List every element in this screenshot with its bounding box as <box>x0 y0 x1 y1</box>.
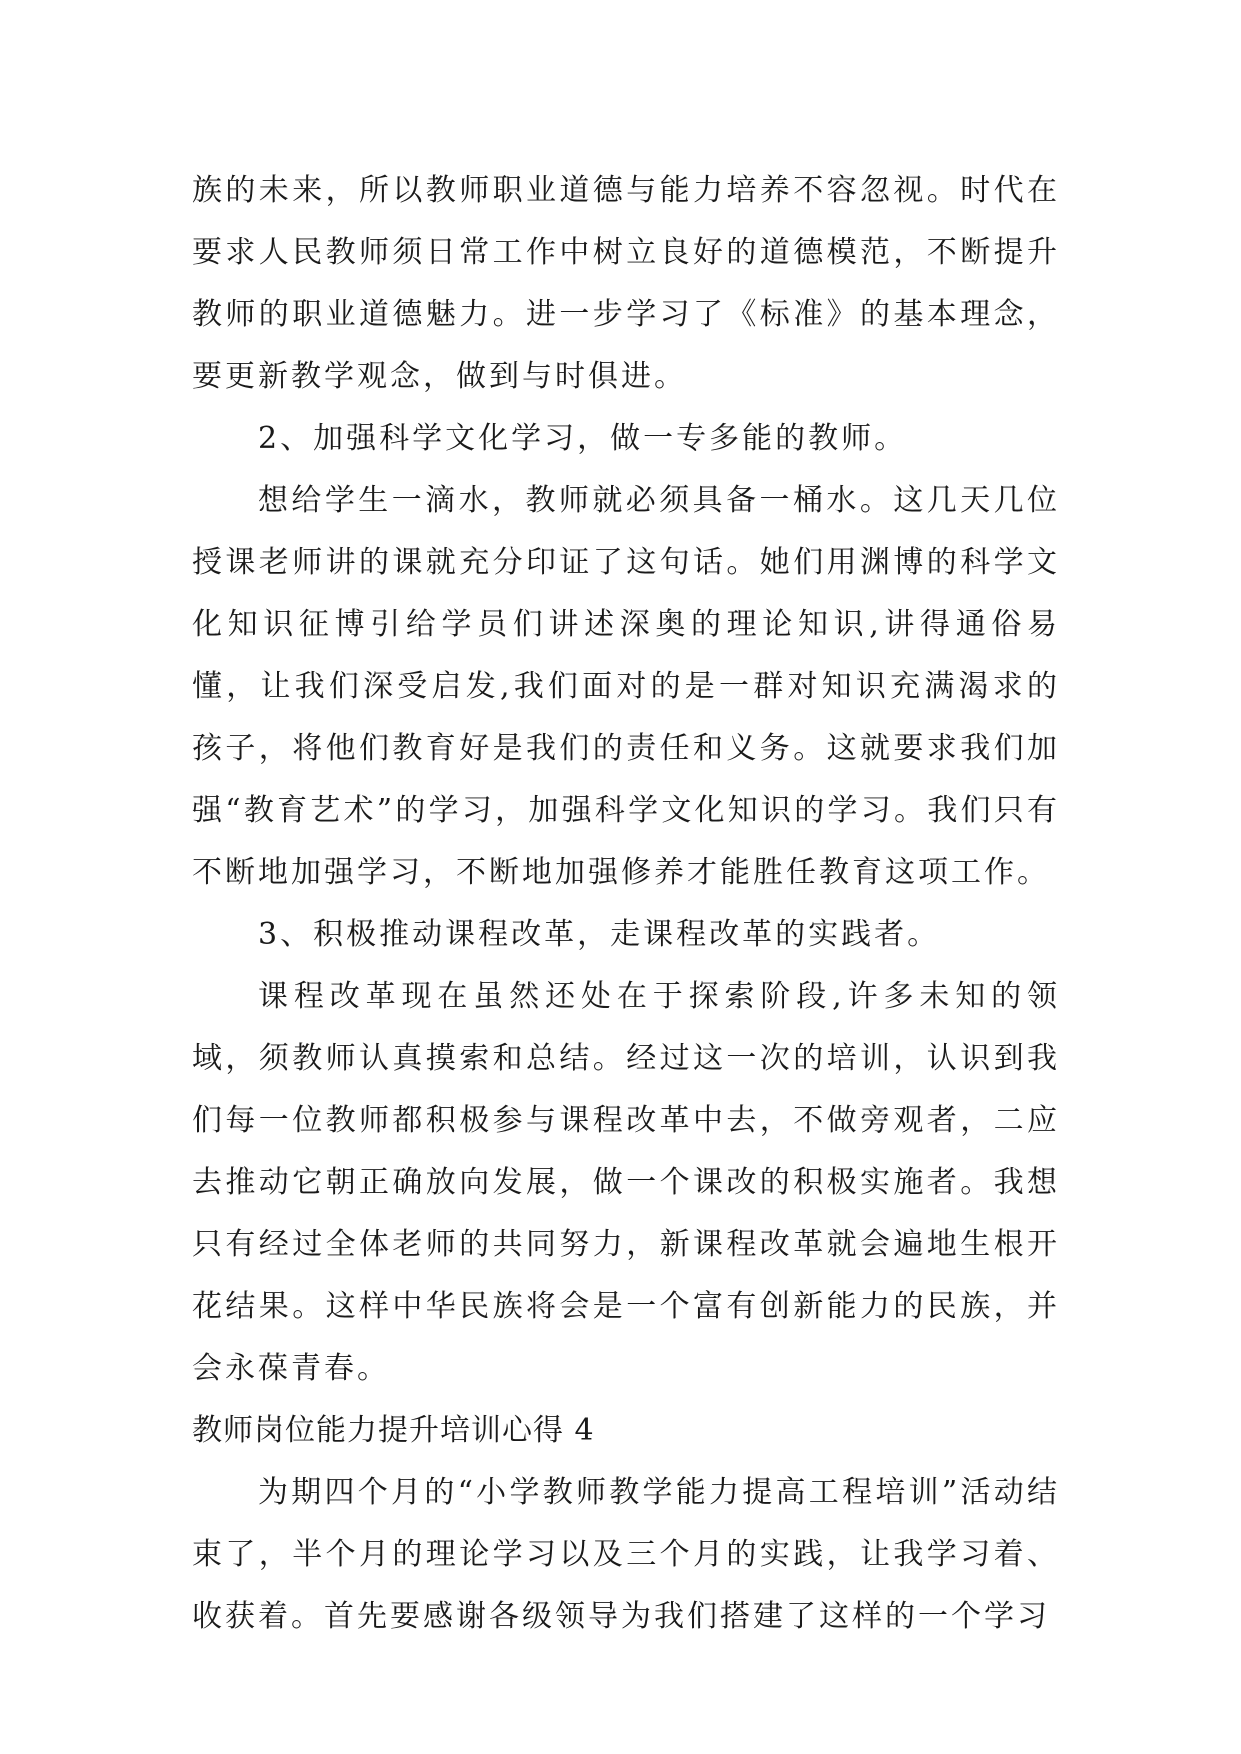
paragraph-continued: 族的未来，所以教师职业道德与能力培养不容忽视。时代在要求人民教师须日常工作中树立良好的道德模范，不断提升教师的职业道德魅力。进一步学习了《标准》的基本理念，要更新教学观念，做到与时俱进。 <box>192 173 1060 394</box>
section-point-2: 2、加强科学文化学习，做一专多能的教师。 <box>258 421 908 456</box>
section-heading: 教师岗位能力提升培训心得 4 <box>192 1413 595 1448</box>
paragraph-body: 想给学生一滴水，教师就必须具备一桶水。这几天几位授课老师讲的课就充分印证了这句话。她们用渊博的科学文化知识征博引给学员们讲述深奥的理论知识,讲得通俗易懂，让我们深受启发,我们面对的是一群对知识充满渴求的孩子，将他们教育好是我们的责任和义务。这就要求我们加强“教育艺术”的学习，加强科学文化知识的学习。我们只有不断地加强学习，不断地加强修养才能胜任教育这项工作。 <box>192 483 1060 890</box>
document-body <box>192 160 1060 1648</box>
paragraph-body: 课程改革现在虽然还处在于探索阶段,许多未知的领域，须教师认真摸索和总结。经过这一次的培训，认识到我们每一位教师都积极参与课程改革中去，不做旁观者，二应去推动它朝正确放向发展，做一个课改的积极实施者。我想只有经过全体老师的共同努力，新课程改革就会遍地生根开花结果。这样中华民族将会是一个富有创新能力的民族，并会永葆青春。 <box>192 979 1060 1386</box>
paragraph-body: 为期四个月的“小学教师教学能力提高工程培训”活动结束了，半个月的理论学习以及三个月的实践，让我学习着、收获着。首先要感谢各级领导为我们搭建了这样的一个学习 <box>192 1475 1060 1634</box>
section-point-3: 3、积极推动课程改革，走课程改革的实践者。 <box>258 917 941 952</box>
